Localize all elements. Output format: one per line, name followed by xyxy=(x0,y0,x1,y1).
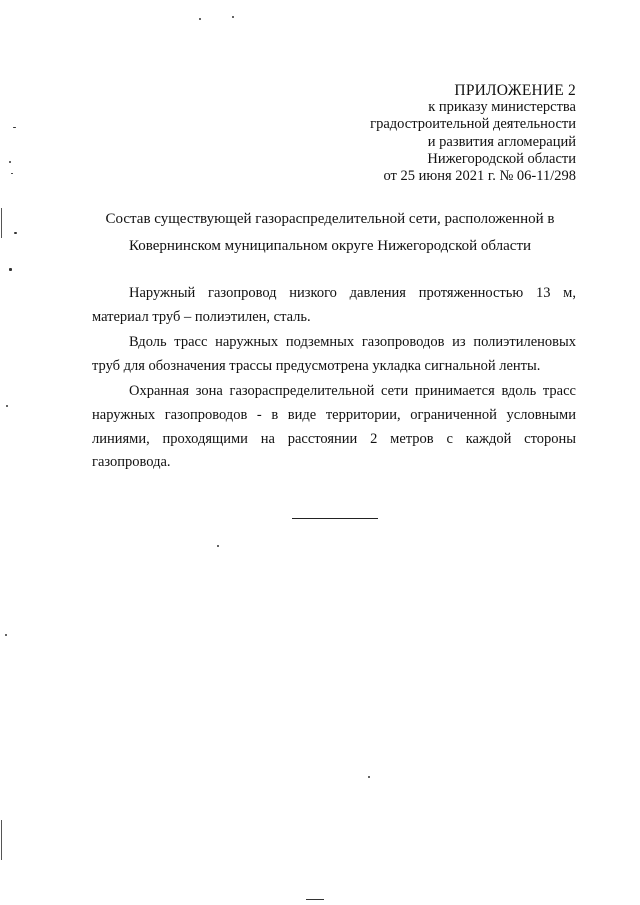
paragraph-pipeline: Наружный газопровод низкого давления протяженностью 13 м, материал труб – полиэтилен, сталь. xyxy=(92,285,576,325)
scan-speck xyxy=(199,18,201,20)
appendix-header xyxy=(316,82,576,185)
document-title-line: Состав существующей газораспределительной сети, расположенной в xyxy=(105,211,555,227)
scan-speck xyxy=(368,776,370,778)
scan-speck xyxy=(13,127,16,128)
scan-edge-line xyxy=(1,208,2,238)
scan-speck xyxy=(14,232,17,234)
scan-speck xyxy=(5,634,7,636)
scan-speck xyxy=(9,161,11,163)
scan-speck xyxy=(6,405,8,407)
appendix-line: градостроительной деятельности xyxy=(370,116,576,133)
appendix-line: и развития агломераций xyxy=(427,133,576,150)
document-body xyxy=(92,282,576,477)
appendix-title: ПРИЛОЖЕНИЕ 2 xyxy=(454,82,576,99)
end-divider xyxy=(292,518,378,519)
scan-speck xyxy=(217,545,219,547)
appendix-line: Нижегородской области xyxy=(427,150,576,167)
bottom-mark xyxy=(306,899,324,900)
scan-speck xyxy=(11,173,13,174)
document-title xyxy=(80,206,580,260)
scan-edge-line xyxy=(1,820,2,860)
scan-speck xyxy=(9,268,12,271)
scan-speck xyxy=(232,16,234,18)
appendix-order-date: от 25 июня 2021 г. № 06-11/298 xyxy=(383,168,576,185)
paragraph-signal-tape: Вдоль трасс наружных подземных газопроводов из полиэтиленовых труб для обозначения трассы предусмотрена укладка сигнальной ленты. xyxy=(92,334,576,374)
document-title-line: Ковернинском муниципальном округе Нижегородской области xyxy=(128,238,532,254)
appendix-line: к приказу министерства xyxy=(428,99,576,116)
paragraph-protection-zone: Охранная зона газораспределительной сети принимается вдоль трасс наружных газопроводов - в виде территории, ограниченной условными линиями, проходящими на расстоянии 2 метров с каждой стороны газопровода. xyxy=(92,383,576,471)
